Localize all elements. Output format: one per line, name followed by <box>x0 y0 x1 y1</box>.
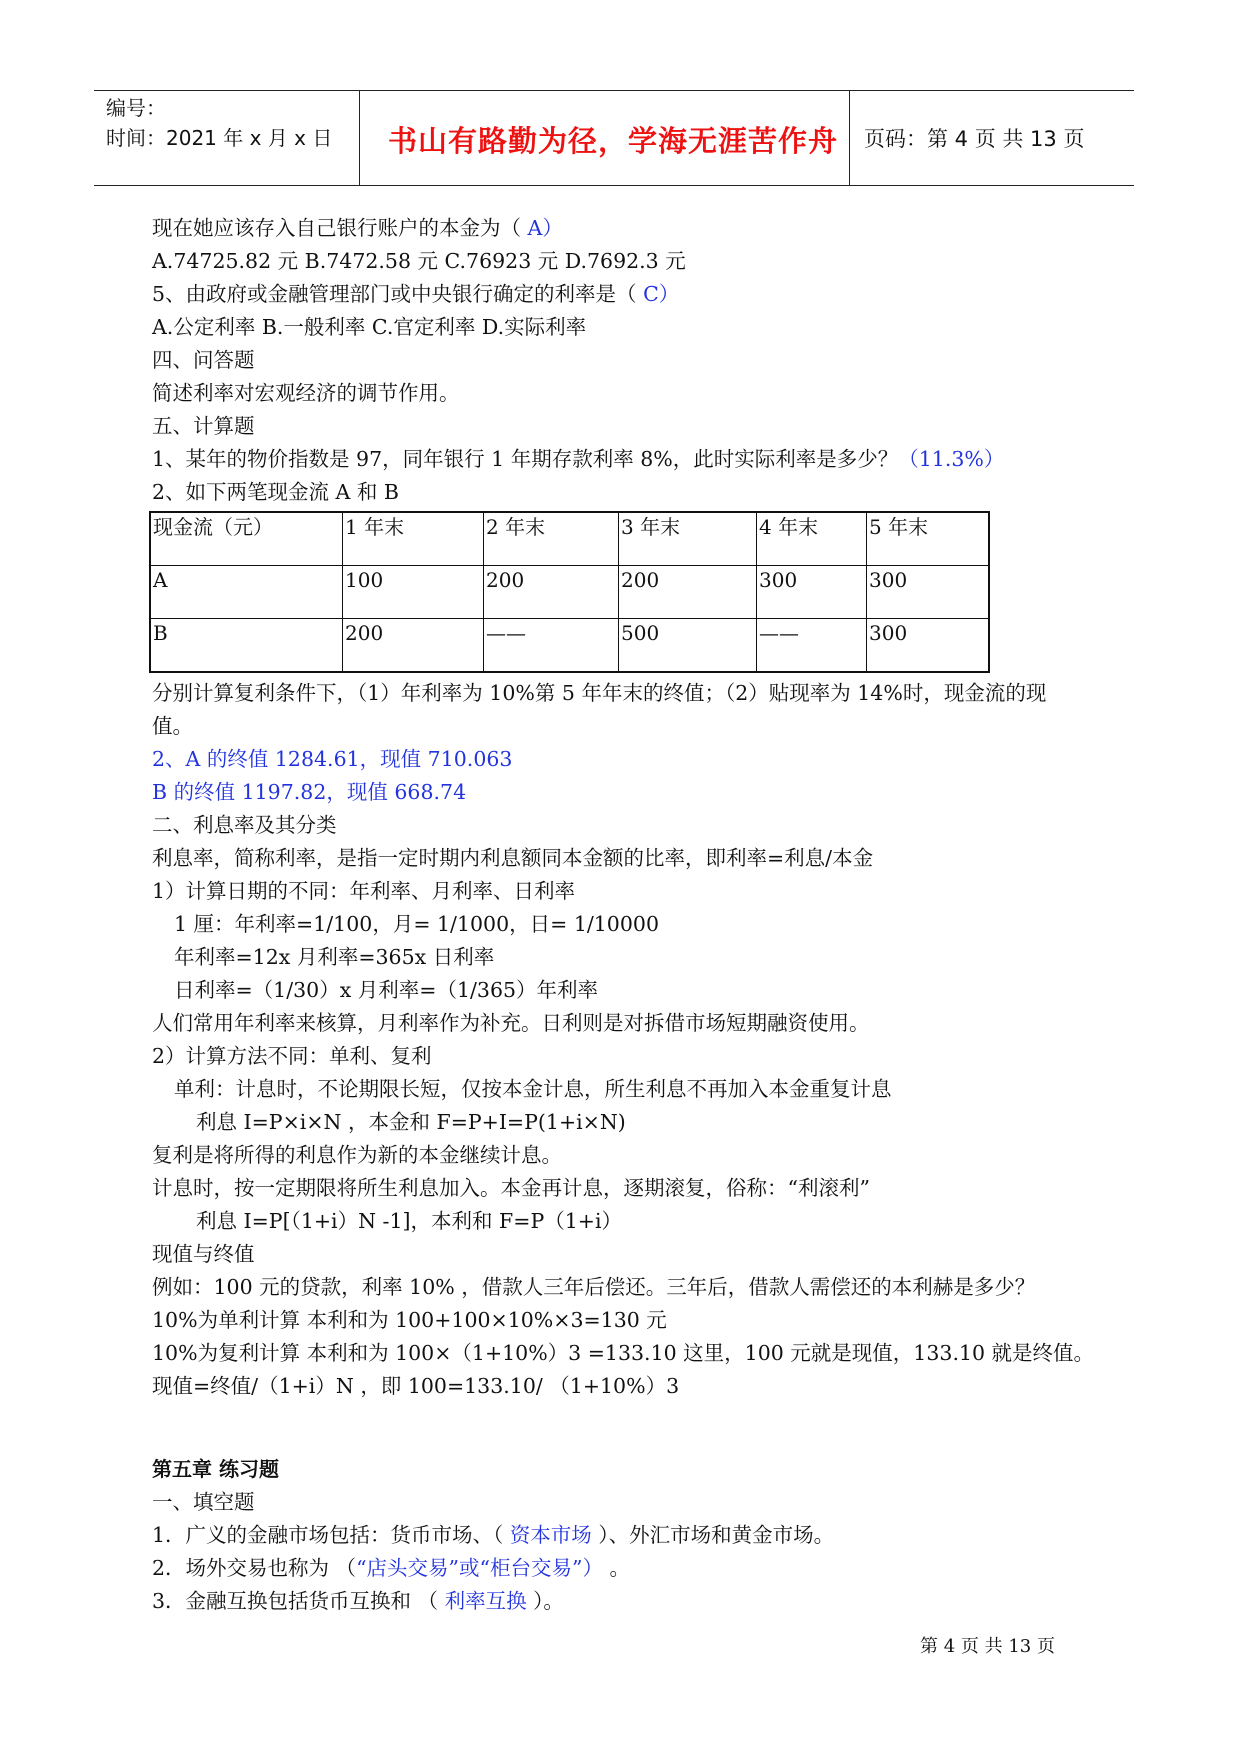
line-text: 四、问答题 <box>152 348 255 372</box>
text-line <box>152 278 1092 311</box>
item-text: 2．场外交易也称为 （ <box>152 1556 357 1580</box>
text-line: 年利率=12x 月利率=365x 日利率 <box>174 945 495 969</box>
line-text: 现在她应该存入自己银行账户的本金为（ <box>152 216 528 240</box>
line-text: A.公定利率 B.一般利率 C.官定利率 D.实际利率 <box>152 315 587 339</box>
text-line: 2）计算方法不同：单利、复利 <box>152 1044 432 1068</box>
item-text: ）。 <box>533 1589 564 1613</box>
table-cell: A <box>150 566 343 619</box>
text-line <box>152 212 1092 245</box>
table-cell: —— <box>757 619 867 673</box>
text-line: 二、利息率及其分类 <box>152 813 337 837</box>
header-divider <box>359 91 360 185</box>
answer-text: 利率互换 <box>444 1589 534 1613</box>
table-cell: 200 <box>484 566 619 619</box>
answer-line: 2、A 的终值 1284.61，现值 710.063 <box>152 747 513 771</box>
text-line <box>152 443 1092 476</box>
page-footer: 第 4 页 共 13 页 <box>920 1636 1055 1657</box>
question-lines <box>152 212 1092 509</box>
line-text: A.74725.82 元 B.7472.58 元 C.76923 元 D.7692.3 元 <box>152 249 686 273</box>
spacer <box>152 1403 1092 1453</box>
text-line: 1）计算日期的不同：年利率、月利率、日利率 <box>152 879 576 903</box>
number-label: 编号： <box>106 96 166 120</box>
header-motto: 书山有路勤为径，学海无涯苦作舟 <box>387 124 838 158</box>
table-header-cell: 2 年末 <box>484 512 619 566</box>
fill-blank-item <box>152 1519 1092 1552</box>
text-line <box>152 245 1092 278</box>
line-text: 2、如下两笔现金流 A 和 B <box>152 480 399 504</box>
header-meta <box>106 93 356 153</box>
answer-text: A） <box>527 216 563 240</box>
table-row <box>150 566 989 619</box>
table-cell: 100 <box>343 566 484 619</box>
text-line: 1 厘：年利率=1/100，月= 1/1000，日= 1/10000 <box>174 912 659 936</box>
header-divider <box>849 91 850 185</box>
text-line: 值。 <box>152 714 193 738</box>
answer-text: （11.3%） <box>898 447 1005 471</box>
fill-blank-item <box>152 1585 1092 1618</box>
table-header-row <box>150 512 989 566</box>
table-cell: 300 <box>867 566 990 619</box>
text-line: 单利：计息时，不论期限长短，仅按本金计息，所生利息不再加入本金重复计息 <box>174 1077 892 1101</box>
table-header-cell: 现金流（元） <box>150 512 343 566</box>
answer-text: 资本市场 <box>509 1523 599 1547</box>
header-page-info: 页码：第 4 页 共 13 页 <box>864 127 1085 151</box>
answer-text: “店头交易”或“柜台交易”） <box>356 1556 603 1580</box>
table-header-cell: 4 年末 <box>757 512 867 566</box>
time-label: 时间：2021 年 x 月 x 日 <box>106 126 333 150</box>
text-line <box>152 476 1092 509</box>
text-line: 10%为复利计算 本利和为 100×（1+10%）3 =133.10 这里，100 元就是现值，133.10 就是终值。 <box>152 1341 1095 1365</box>
text-line: 利息率，简称利率，是指一定时期内利息额同本金额的比率，即利率=利息/本金 <box>152 846 874 870</box>
text-line: 现值与终值 <box>152 1242 255 1266</box>
table-header-cell: 1 年末 <box>343 512 484 566</box>
item-text: 。 <box>602 1556 631 1580</box>
page-header <box>94 90 1134 186</box>
fill-blank-item <box>152 1552 1092 1585</box>
text-line: 10%为单利计算 本利和为 100+100×10%×3=130 元 <box>152 1308 667 1332</box>
text-line: 分别计算复利条件下，（1）年利率为 10%第 5 年年末的终值；（2）贴现率为 14%时，现金流的现 <box>152 681 1047 705</box>
cashflow-table <box>149 511 990 673</box>
text-line: 利息 I=P×i×N ，本金和 F=P+I=P(1+i×N) <box>196 1110 626 1134</box>
text-line <box>152 311 1092 344</box>
text-line <box>152 377 1092 410</box>
text-line <box>152 344 1092 377</box>
table-cell: —— <box>484 619 619 673</box>
answer-line: B 的终值 1197.82，现值 668.74 <box>152 780 467 804</box>
table-row <box>150 619 989 673</box>
table-header-cell: 5 年末 <box>867 512 990 566</box>
text-line: 利息 I=P[（1+i）N -1]，本利和 F=P（1+i） <box>196 1209 623 1233</box>
fill-blank-list <box>152 1519 1092 1618</box>
notes-lines <box>152 809 1095 1403</box>
text-line <box>152 410 1092 443</box>
line-text: 五、计算题 <box>152 414 255 438</box>
text-line: 例如：100 元的贷款，利率 10% ，借款人三年后偿还。三年后，借款人需偿还的本利赫是多少？ <box>152 1275 1036 1299</box>
line-text: 5、由政府或金融管理部门或中央银行确定的利率是（ <box>152 282 644 306</box>
document-body <box>152 212 1095 1618</box>
line-text: 1、某年的物价指数是 97，同年银行 1 年期存款利率 8%，此时实际利率是多少？ <box>152 447 899 471</box>
table-cell: 500 <box>619 619 757 673</box>
chapter-title: 第五章 练习题 <box>152 1457 279 1481</box>
line-text: 简述利率对宏观经济的调节作用。 <box>152 381 460 405</box>
item-text: 3．金融互换包括货币互换和 （ <box>152 1589 445 1613</box>
text-line: 计息时，按一定期限将所生利息加入。本金再计息，逐期滚复，俗称：“利滚利” <box>152 1176 870 1200</box>
text-line: 日利率=（1/30）x 月利率=（1/365）年利率 <box>174 978 599 1002</box>
text-line: 复利是将所得的利息作为新的本金继续计息。 <box>152 1143 562 1167</box>
text-line: 现值=终值/（1+i）N ，即 100=133.10/ （1+10%）3 <box>152 1374 680 1398</box>
table-cell: B <box>150 619 343 673</box>
table-cell: 200 <box>343 619 484 673</box>
table-header-cell: 3 年末 <box>619 512 757 566</box>
section-title: 一、填空题 <box>152 1490 255 1514</box>
item-text: ）、外汇市场和黄金市场。 <box>598 1523 835 1547</box>
table-cell: 200 <box>619 566 757 619</box>
table-cell: 300 <box>867 619 990 673</box>
table-cell: 300 <box>757 566 867 619</box>
answer-text: C） <box>643 282 680 306</box>
text-line: 人们常用年利率来核算，月利率作为补充。日利则是对拆借市场短期融资使用。 <box>152 1011 870 1035</box>
item-text: 1．广义的金融市场包括：货币市场、（ <box>152 1523 510 1547</box>
